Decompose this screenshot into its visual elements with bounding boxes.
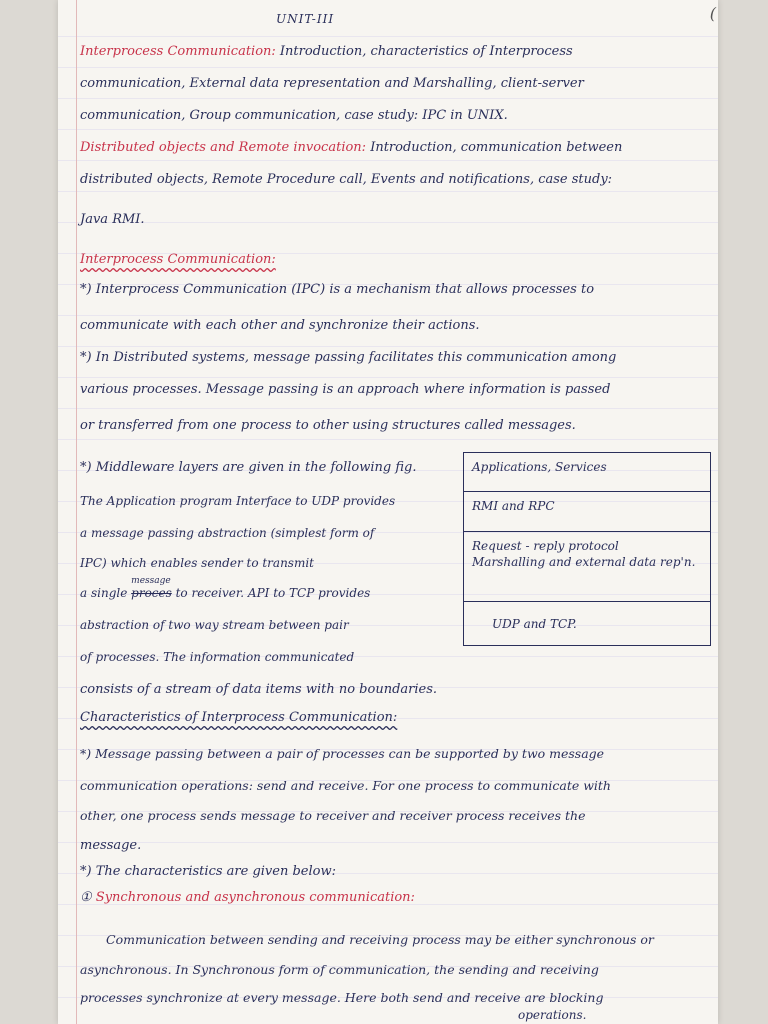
ipc-definition-line1: *) Interprocess Communication (IPC) is a mechanism that allows processes to [80, 282, 595, 297]
layer-label: UDP and TCP. [492, 617, 577, 631]
syllabus-dist-line3: Java RMI. [80, 212, 145, 227]
layer-rmi-rpc [463, 492, 711, 532]
layer-label: Request - reply protocol [472, 539, 619, 553]
line5-correction [131, 576, 172, 600]
characteristics-intro: *) The characteristics are given below: [80, 864, 336, 879]
middleware-line5 [80, 576, 371, 600]
middleware-line2: The Application program Interface to UDP provides [80, 494, 396, 508]
section-heading-characteristics: Characteristics of Interprocess Communication: [80, 710, 398, 725]
item1-line4: operations. [518, 1008, 587, 1022]
dist-topics: Introduction, communication between [370, 140, 623, 155]
syllabus-ipc-line1 [80, 44, 573, 59]
margin-line [76, 0, 77, 1024]
ruled-line [58, 439, 718, 440]
line5-pre: a single [80, 586, 128, 600]
syllabus-ipc-line3: communication, Group communication, case study: IPC in UNIX. [80, 108, 508, 123]
characteristics-line3: other, one process sends message to receiver and receiver process receives the [80, 808, 586, 823]
layer-request-reply [463, 532, 711, 602]
ruled-line [58, 842, 718, 843]
layer-applications [463, 452, 711, 492]
item1-number: ① [80, 890, 92, 905]
ruled-line [58, 408, 718, 409]
section-heading-ipc: Interprocess Communication: [80, 252, 276, 267]
layer-label: Applications, Services [472, 460, 607, 474]
ruled-line [58, 315, 718, 316]
characteristics-line2: communication operations: send and receive. For one process to communicate with [80, 778, 611, 793]
characteristics-line4: message. [80, 838, 142, 853]
item1-title-line [80, 890, 415, 905]
message-passing-line1: *) In Distributed systems, message passing facilitates this communication among [80, 350, 617, 365]
ipc-topics: Introduction, characteristics of Interprocess [279, 44, 573, 59]
middleware-line7: of processes. The information communicated [80, 650, 355, 664]
middleware-line3: a message passing abstraction (simplest form of [80, 526, 375, 540]
syllabus-ipc-line2: communication, External data representation and Marshalling, client-server [80, 76, 584, 91]
ruled-line [58, 191, 718, 192]
message-passing-line3: or transferred from one process to other using structures called messages. [80, 418, 576, 433]
corner-mark: ( [709, 4, 716, 23]
ipc-topic-label: Interprocess Communication: [80, 44, 276, 59]
struck-word: proces [131, 586, 172, 600]
layer-label: RMI and RPC [472, 499, 555, 513]
layer-label: Marshalling and external data rep'n. [472, 555, 696, 569]
inserted-word: message [131, 576, 171, 586]
syllabus-dist-line1 [80, 140, 622, 155]
middleware-line4: IPC) which enables sender to transmit [80, 556, 314, 570]
ruled-line [58, 36, 718, 37]
ruled-line [58, 160, 718, 161]
item1-line1: Communication between sending and receiving process may be either synchronous or [106, 932, 654, 947]
syllabus-dist-line2: distributed objects, Remote Procedure call, Events and notifications, case study: [80, 172, 613, 187]
ruled-line [58, 222, 718, 223]
notebook-page [58, 0, 718, 1024]
item1-line3: processes synchronize at every message. Here both send and receive are blocking [80, 990, 604, 1005]
item1-heading: Synchronous and asynchronous communication: [95, 890, 415, 905]
characteristics-line1: *) Message passing between a pair of processes can be supported by two message [80, 746, 605, 761]
ruled-line [58, 377, 718, 378]
item1-line2: asynchronous. In Synchronous form of communication, the sending and receiving [80, 962, 599, 977]
ruled-line [58, 67, 718, 68]
message-passing-line2: various processes. Message passing is an approach where information is passed [80, 382, 611, 397]
layer-udp-tcp [463, 602, 711, 646]
line5-post: to receiver. API to TCP provides [175, 586, 371, 600]
middleware-layers-diagram [463, 452, 711, 648]
ipc-definition-line2: communicate with each other and synchronize their actions. [80, 318, 480, 333]
dist-topic-label: Distributed objects and Remote invocation: [80, 140, 367, 155]
middleware-line6: abstraction of two way stream between pair [80, 618, 349, 632]
unit-title: UNIT-III [276, 12, 335, 26]
middleware-line8: consists of a stream of data items with no boundaries. [80, 682, 438, 697]
ruled-line [58, 129, 718, 130]
ruled-line [58, 346, 718, 347]
middleware-line1: *) Middleware layers are given in the following fig. [80, 460, 417, 475]
ruled-line [58, 98, 718, 99]
